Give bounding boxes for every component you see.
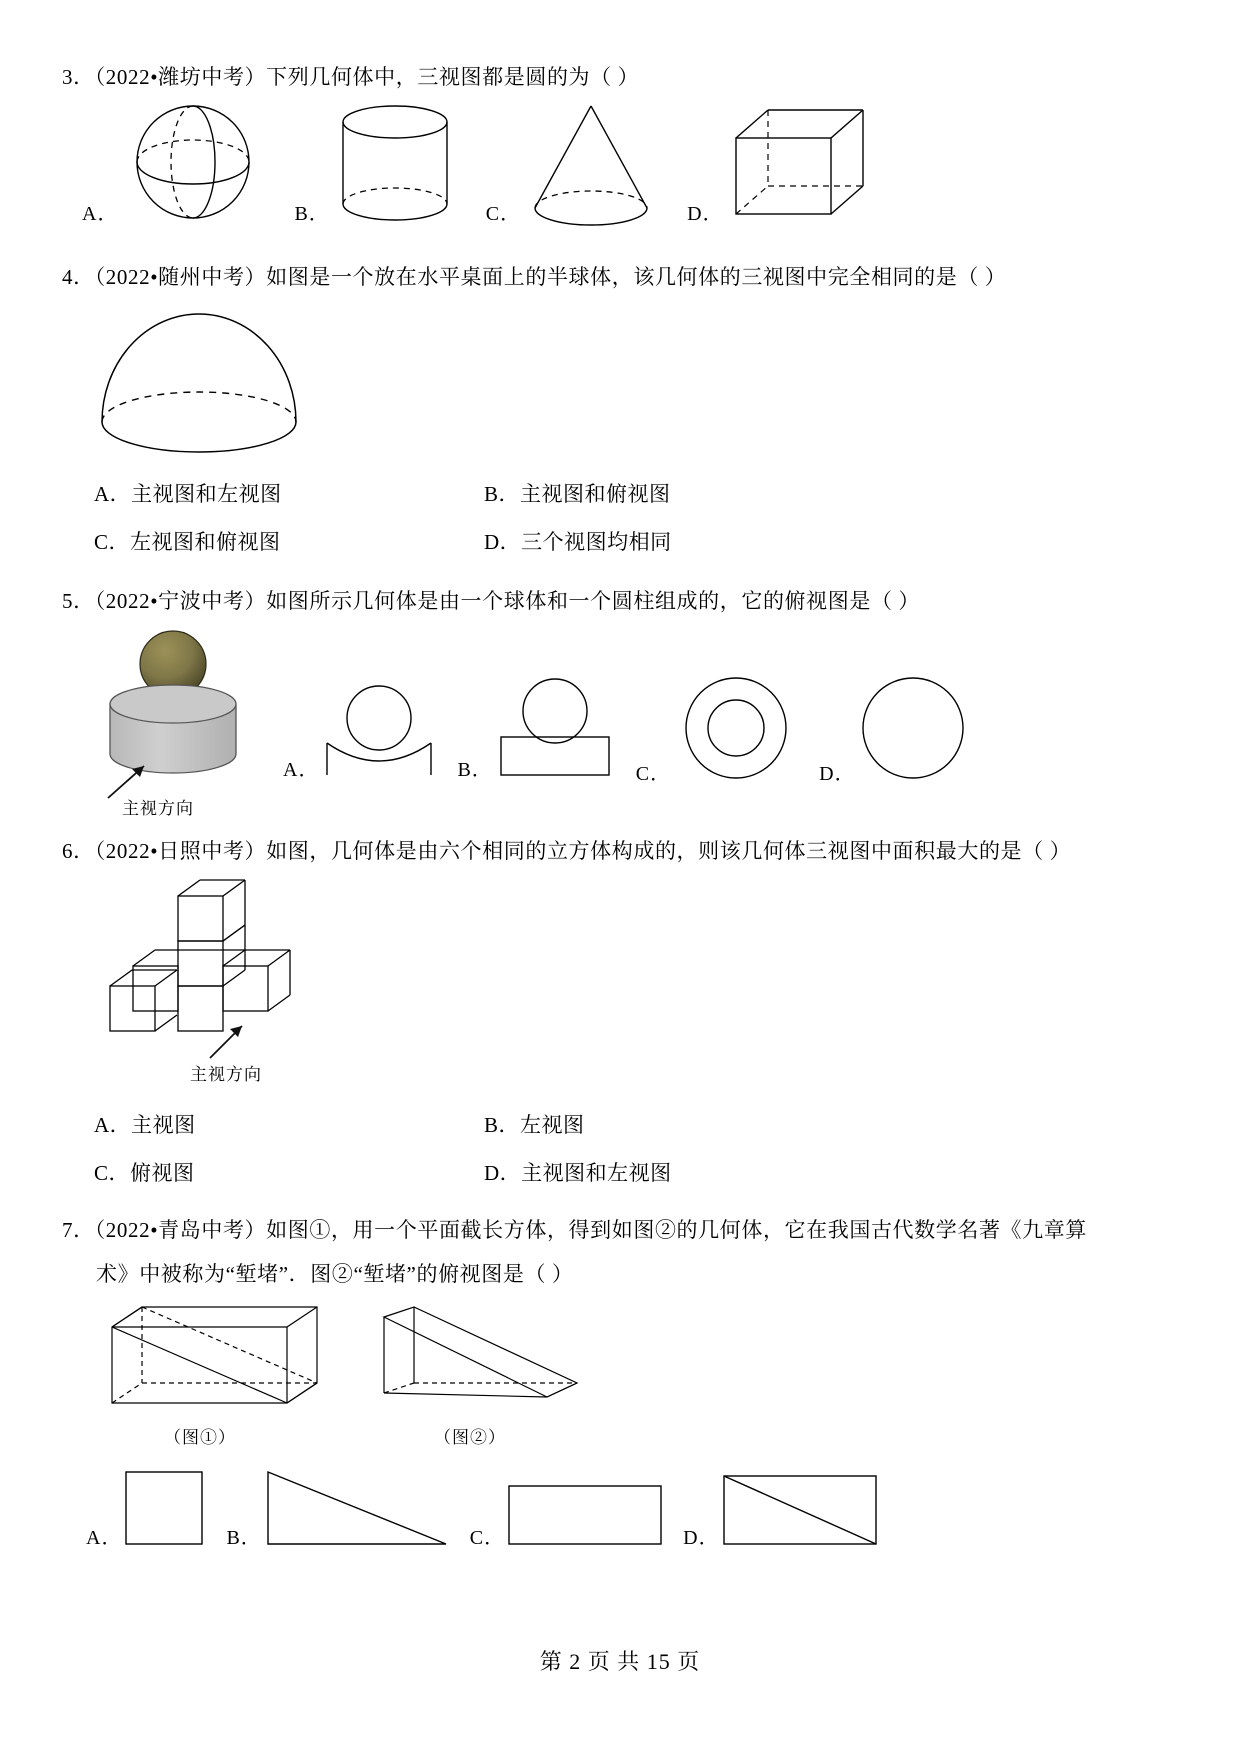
question-7-stem-line2	[96, 1257, 1182, 1291]
question-6	[62, 834, 1182, 1187]
q5-option-c[interactable]	[636, 674, 801, 784]
annulus-figure	[671, 674, 801, 784]
question-4-options-row-1	[94, 478, 1182, 508]
question-7	[62, 1213, 1182, 1548]
question-4-text: 如图是一个放在水平桌面上的半球体，该几何体的三视图中完全相同的是（ ）	[266, 265, 1007, 289]
page-footer: 第 2 页 共 15 页	[539, 1649, 701, 1674]
circle-on-rect-figure	[493, 675, 618, 780]
q4-option-a[interactable]	[94, 478, 484, 508]
question-3-figure-options	[82, 100, 1182, 230]
question-3-number: 3．	[62, 65, 95, 89]
q4-option-c-letter: C．	[94, 530, 131, 554]
q5-option-a[interactable]	[283, 675, 439, 780]
q5-option-d[interactable]	[819, 674, 970, 784]
question-4	[62, 260, 1182, 556]
q3-option-b[interactable]	[294, 100, 459, 230]
q7-option-c[interactable]	[470, 1468, 665, 1548]
q7-option-a[interactable]	[86, 1468, 208, 1548]
question-6-stem	[62, 834, 1182, 868]
question-3-source: （2022•潍坊中考）	[94, 65, 267, 89]
question-5-text: 如图所示几何体是由一个球体和一个圆柱组成的，它的俯视图是（ ）	[266, 589, 921, 613]
q3-option-c[interactable]	[486, 100, 661, 230]
question-4-options-row-2	[94, 526, 1182, 556]
q3-option-a[interactable]	[82, 100, 268, 230]
q7-figure-caption-1: （图①）	[164, 1428, 236, 1447]
question-5-stem	[62, 584, 1182, 618]
question-3-stem	[62, 60, 1182, 94]
cone-figure	[521, 100, 661, 230]
q5-option-b-letter: B．	[457, 759, 493, 781]
q6-option-a[interactable]	[94, 1109, 484, 1139]
q7-option-b[interactable]	[226, 1468, 451, 1548]
q4-option-a-letter: A．	[94, 482, 132, 506]
q7-option-d[interactable]	[683, 1468, 879, 1548]
q5-option-b[interactable]	[457, 675, 617, 780]
q6-option-c-label: 俯视图	[130, 1161, 195, 1185]
q5-option-d-letter: D．	[819, 763, 856, 785]
question-5-figure-row	[90, 626, 1182, 818]
circle-figure	[856, 674, 971, 784]
q6-option-b-letter: B．	[484, 1113, 521, 1137]
q7-option-d-letter: D．	[683, 1527, 720, 1549]
six-cubes-figure	[90, 878, 1182, 1084]
question-6-options-row-1	[94, 1109, 1182, 1139]
question-5	[62, 584, 1182, 818]
question-4-source: （2022•随州中考）	[94, 265, 267, 289]
q4-option-d-letter: D．	[484, 530, 522, 554]
question-5-source: （2022•宁波中考）	[94, 589, 267, 613]
q3-option-d[interactable]	[687, 100, 873, 230]
q5-option-c-letter: C．	[635, 763, 672, 785]
question-6-options-row-2	[94, 1157, 1182, 1187]
question-6-number: 6．	[62, 839, 95, 863]
square-figure	[122, 1468, 208, 1548]
question-6-source: （2022•日照中考）	[94, 839, 267, 863]
q6-option-c-letter: C．	[94, 1161, 131, 1185]
question-7-text-line1: 如图①，用一个平面截长方体，得到如图②的几何体，它在我国古代数学名著《九章算	[266, 1218, 1087, 1242]
q4-option-c-label: 左视图和俯视图	[130, 530, 281, 554]
q4-option-b-label: 主视图和俯视图	[520, 482, 671, 506]
q6-option-c[interactable]	[94, 1157, 484, 1187]
question-4-stem	[62, 260, 1182, 294]
right-triangle-figure	[262, 1468, 452, 1548]
question-7-stem-line1	[62, 1213, 1182, 1247]
question-7-number: 7．	[62, 1218, 95, 1242]
question-3	[62, 60, 1182, 230]
question-7-source: （2022•青岛中考）	[94, 1218, 267, 1242]
question-7-text-line2: 术》中被称为“堑堵”．图②“堑堵”的俯视图是（ ）	[96, 1262, 574, 1286]
sphere-on-cylinder-figure	[90, 626, 265, 818]
q7-option-a-letter: A．	[86, 1527, 123, 1549]
q6-option-b[interactable]	[484, 1109, 585, 1139]
question-5-number: 5．	[62, 589, 95, 613]
circle-on-concave-figure	[319, 675, 439, 780]
page-content	[62, 60, 1182, 1554]
hemisphere-figure	[84, 304, 1182, 464]
zhandu-prism-figure	[372, 1305, 592, 1447]
q3-option-b-letter: B．	[294, 203, 330, 225]
q5-figure-caption: 主视方向	[122, 799, 194, 818]
q6-option-a-label: 主视图	[131, 1113, 196, 1137]
q7-figure-caption-2: （图②）	[434, 1428, 506, 1447]
q6-option-d-label: 主视图和左视图	[521, 1161, 672, 1185]
q3-option-a-letter: A．	[82, 203, 119, 225]
q3-option-c-letter: C．	[485, 203, 522, 225]
q4-option-a-label: 主视图和左视图	[131, 482, 282, 506]
cylinder-figure	[330, 100, 460, 230]
prism-cut-box-figure	[102, 1305, 332, 1447]
q4-option-d[interactable]	[484, 526, 672, 556]
question-7-figure-options	[86, 1468, 1182, 1548]
q3-option-d-letter: D．	[687, 203, 724, 225]
q5-option-a-letter: A．	[283, 759, 320, 781]
question-3-text: 下列几何体中，三视图都是圆的为（ ）	[266, 65, 640, 89]
q7-option-c-letter: C．	[469, 1527, 506, 1549]
rectangle-figure	[505, 1468, 665, 1548]
q6-figure-caption: 主视方向	[190, 1065, 262, 1084]
cube-figure	[724, 100, 874, 230]
q6-option-a-letter: A．	[94, 1113, 132, 1137]
q4-option-c[interactable]	[94, 526, 484, 556]
rectangle-diagonal-figure	[720, 1468, 880, 1548]
q4-option-d-label: 三个视图均相同	[521, 530, 672, 554]
q4-option-b-letter: B．	[484, 482, 521, 506]
sphere-figure	[118, 100, 268, 230]
q6-option-b-label: 左视图	[520, 1113, 585, 1137]
q6-option-d[interactable]	[484, 1157, 672, 1187]
question-6-text: 如图，几何体是由六个相同的立方体构成的，则该几何体三视图中面积最大的是（ ）	[266, 839, 1072, 863]
q4-option-b[interactable]	[484, 478, 671, 508]
question-4-number: 4．	[62, 265, 95, 289]
question-7-figure-row	[102, 1305, 1182, 1447]
q7-option-b-letter: B．	[226, 1527, 262, 1549]
q6-option-d-letter: D．	[484, 1161, 522, 1185]
